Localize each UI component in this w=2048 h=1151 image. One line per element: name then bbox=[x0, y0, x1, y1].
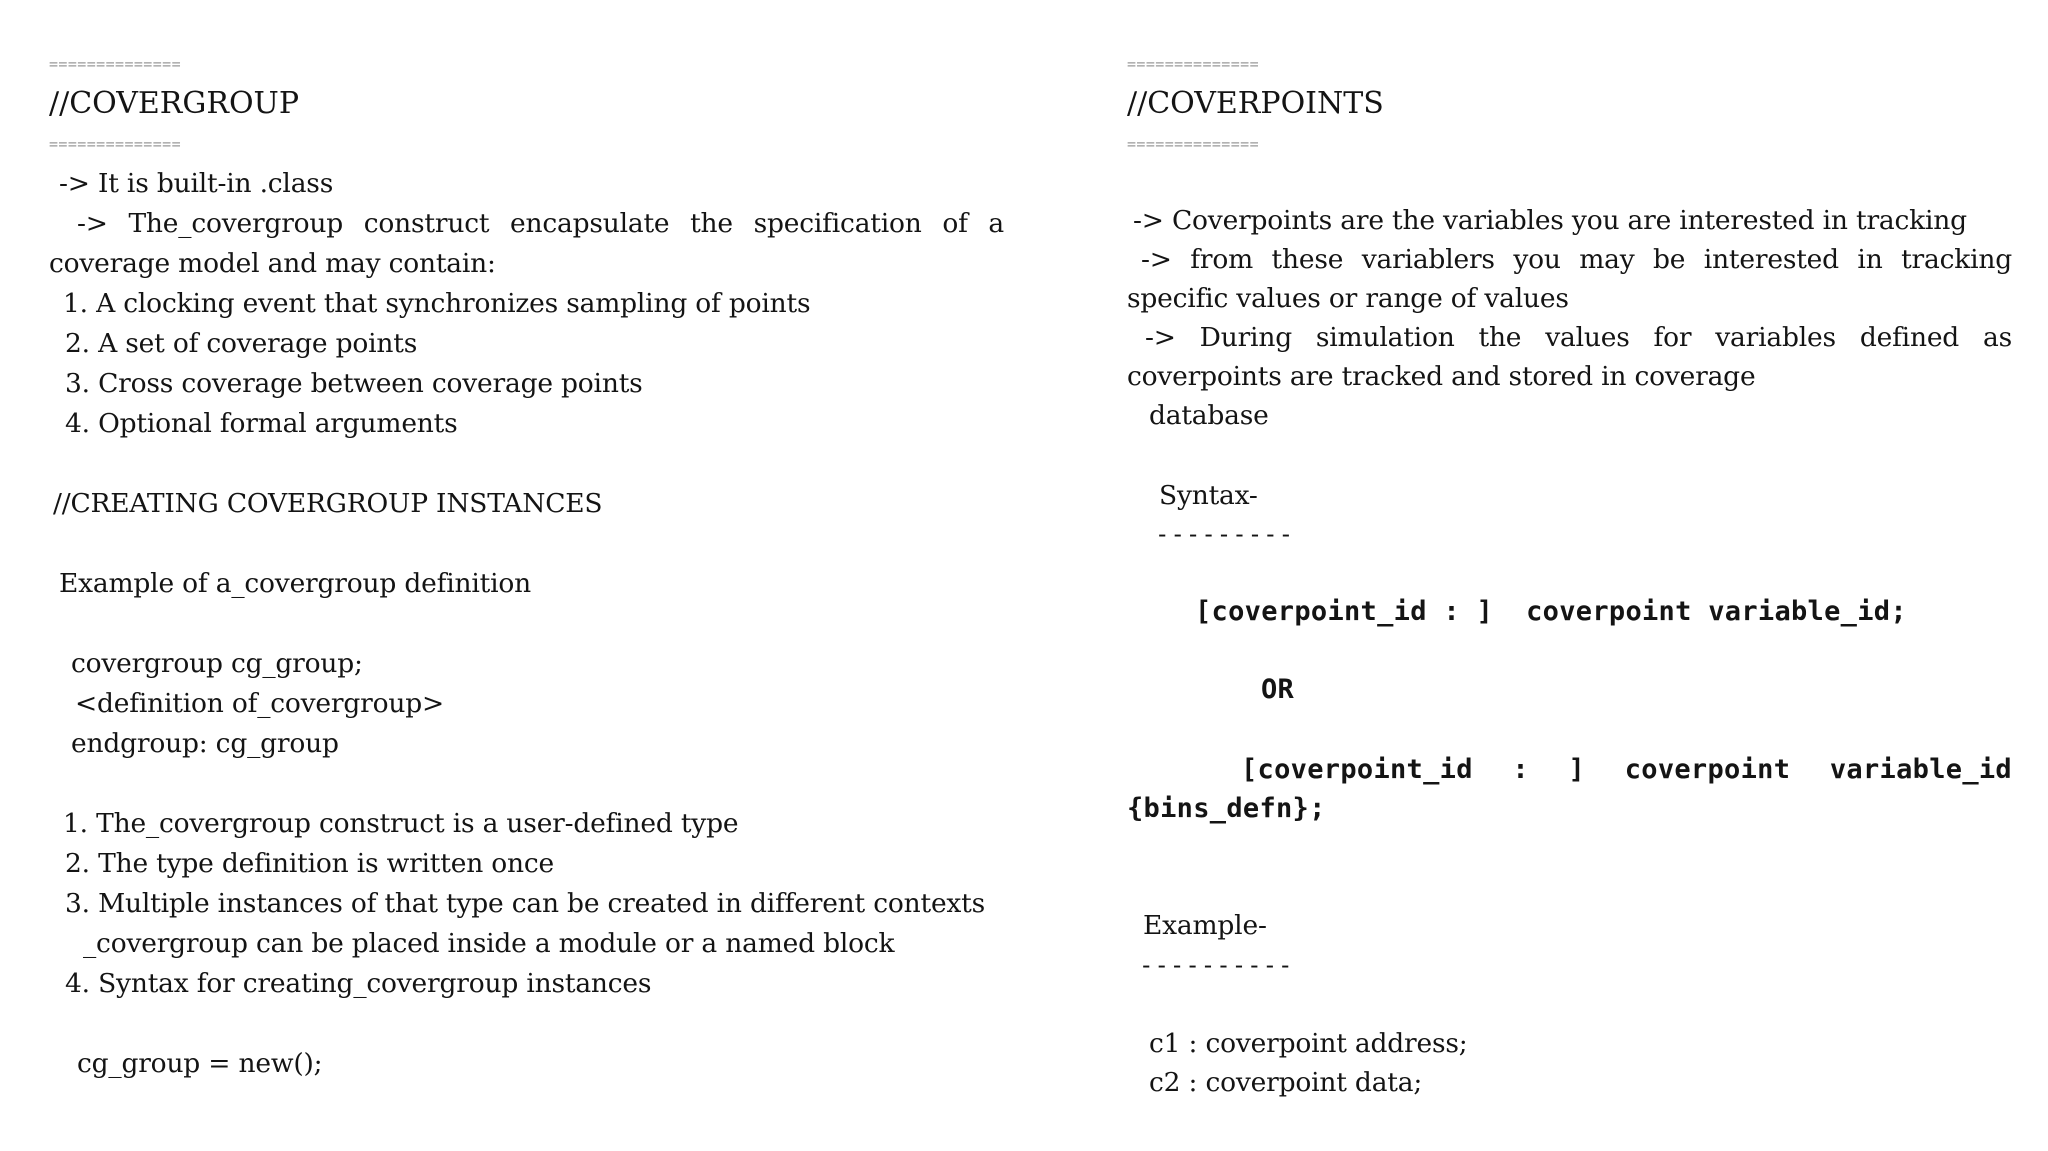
contains-item-2: 2. A set of coverage points bbox=[65, 328, 418, 359]
paragraph-2: -> from these variablers you may be interested in tracking bbox=[1141, 244, 2012, 275]
syntax-form-1: [coverpoint_id : ] coverpoint variable_id; bbox=[1195, 596, 1907, 627]
code-line-1: covergroup cg_group; bbox=[71, 648, 363, 679]
example-label: Example- bbox=[1143, 910, 1267, 941]
syntax-label: Syntax- bbox=[1159, 480, 1258, 511]
heading-separator-bottom: ============== bbox=[1127, 135, 1260, 153]
syntax-underline: --------- bbox=[1155, 520, 1295, 548]
example-line-1: c1 : coverpoint address; bbox=[1149, 1028, 1468, 1059]
paragraph-1: -> Coverpoints are the variables you are interested in tracking bbox=[1133, 205, 1967, 236]
section-heading-instances: //CREATING COVERGROUP INSTANCES bbox=[53, 488, 603, 519]
instantiation-code: cg_group = new(); bbox=[77, 1048, 323, 1079]
code-line-3: endgroup: cg_group bbox=[71, 728, 339, 759]
paragraph-3-continued: coverpoints are tracked and stored in coverage bbox=[1127, 361, 1756, 392]
syntax-form-2-continued: {bins_defn}; bbox=[1127, 793, 1326, 824]
intro-line-1: -> It is built-in .class bbox=[59, 168, 334, 199]
heading-separator-top: ============== bbox=[1127, 55, 1260, 73]
contains-item-1: 1. A clocking event that synchronizes sampling of points bbox=[63, 288, 811, 319]
intro-line-2: -> The_covergroup construct encapsulate the specification of a bbox=[77, 208, 1004, 239]
example-underline: ---------- bbox=[1139, 951, 1294, 979]
intro-line-2-continued: coverage model and may contain: bbox=[49, 248, 496, 279]
paragraph-2-continued: specific values or range of values bbox=[1127, 283, 1569, 314]
note-item-3-continued: _covergroup can be placed inside a module or a named block bbox=[83, 928, 895, 959]
note-item-3: 3. Multiple instances of that type can be created in different contexts bbox=[65, 888, 986, 919]
note-item-4: 4. Syntax for creating_covergroup instances bbox=[65, 968, 652, 999]
contains-item-4: 4. Optional formal arguments bbox=[65, 408, 458, 439]
syntax-or: OR bbox=[1261, 674, 1295, 705]
contains-item-3: 3. Cross coverage between coverage points bbox=[65, 368, 643, 399]
paragraph-3-end: database bbox=[1149, 400, 1269, 431]
heading-separator-top: ============== bbox=[49, 55, 182, 73]
example-line-2: c2 : coverpoint data; bbox=[1149, 1067, 1423, 1098]
note-item-1: 1. The_covergroup construct is a user-defined type bbox=[63, 808, 739, 839]
note-item-2: 2. The type definition is written once bbox=[65, 848, 555, 879]
code-line-2: <definition of_covergroup> bbox=[75, 688, 444, 719]
coverpoints-heading: //COVERPOINTS bbox=[1127, 86, 1384, 121]
syntax-form-2: [coverpoint_id : ] coverpoint variable_id bbox=[1241, 754, 2012, 785]
example-label: Example of a_covergroup definition bbox=[59, 568, 531, 599]
heading-separator-bottom: ============== bbox=[49, 135, 182, 153]
covergroup-heading: //COVERGROUP bbox=[49, 86, 300, 121]
paragraph-3: -> During simulation the values for variables defined as bbox=[1145, 322, 2012, 353]
